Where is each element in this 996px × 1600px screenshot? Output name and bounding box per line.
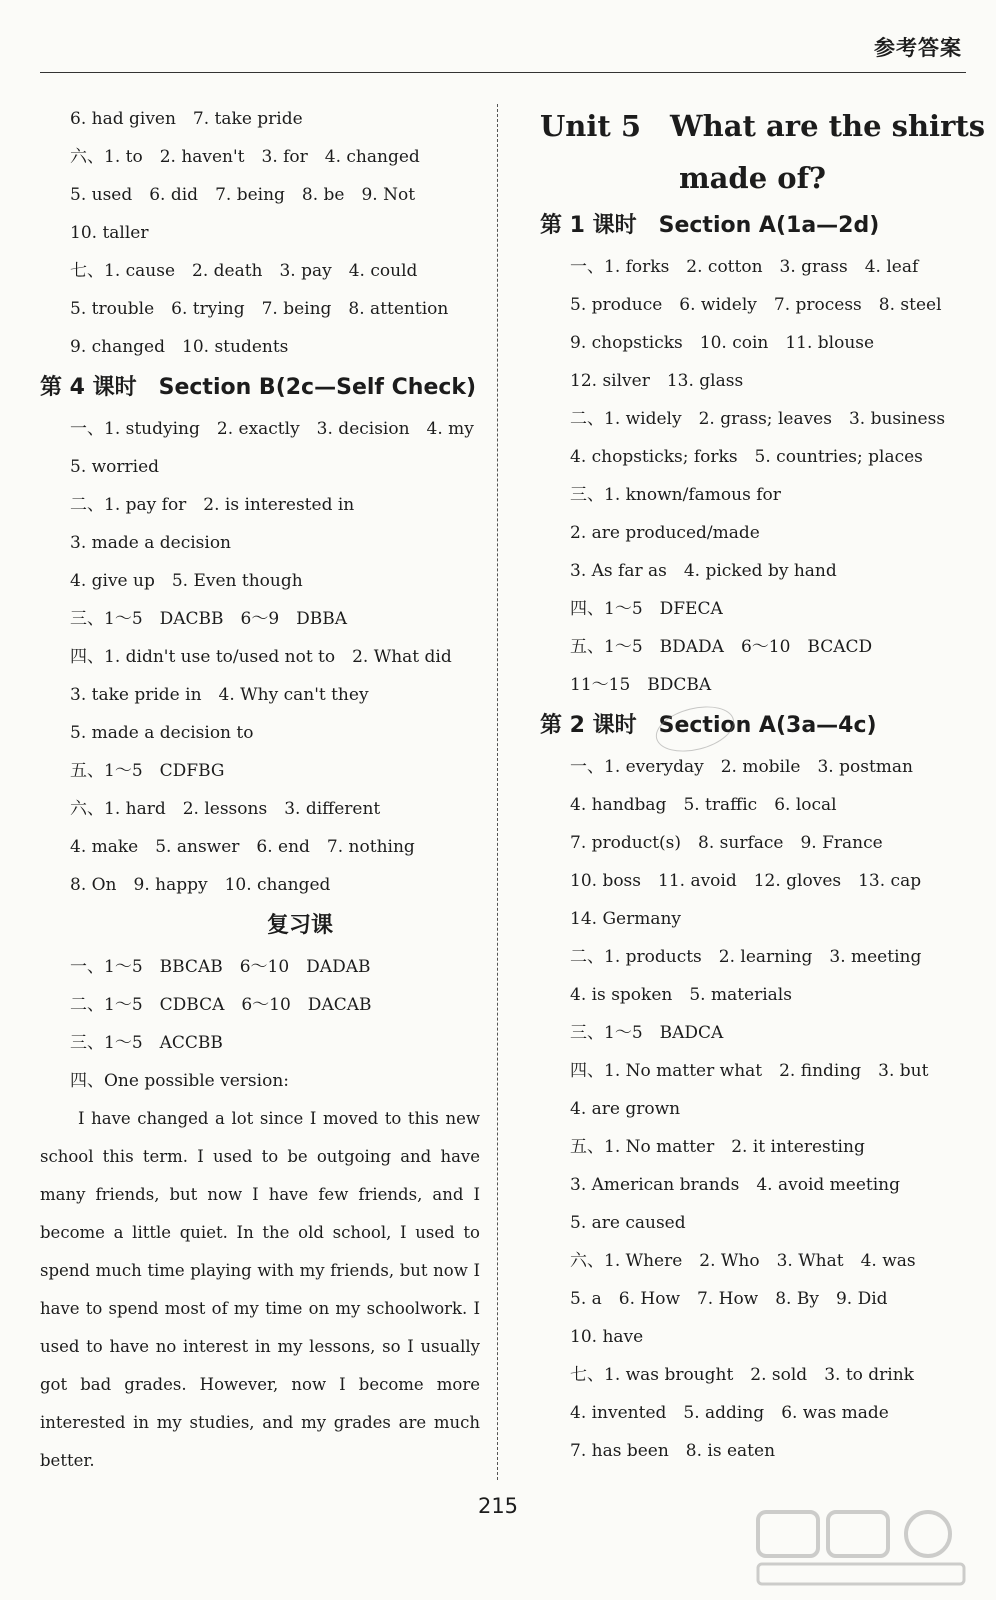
answer-line: 三、1. known/famous for bbox=[570, 485, 781, 505]
section-heading: 第 2 课时 Section A(3a—4c) bbox=[540, 713, 877, 738]
answer-line: 9. changed 10. students bbox=[70, 337, 289, 357]
answer-line: 六、1. hard 2. lessons 3. different bbox=[70, 799, 381, 819]
essay-paragraph: I have changed a lot since I moved to this new school this term. I used to be outgoing and have many friends, but now I have few friends, and I become a little quiet. In the old school, I used to spend much time playing with my friends, but now I have to spend most of my time on my schoolwork. I used to have no interest in my lessons, so I usually got bad grades. However, now I become more interested in my studies, and my grades are much better. bbox=[40, 1109, 480, 1470]
answer-line: 5. made a decision to bbox=[70, 723, 254, 743]
answer-line: 11～15 BDCBA bbox=[570, 675, 712, 695]
answer-line: 5. are caused bbox=[570, 1213, 686, 1233]
answer-line: 3. As far as 4. picked by hand bbox=[570, 561, 837, 581]
answer-line: 五、1～5 CDFBG bbox=[70, 761, 225, 781]
answer-line: 二、1. pay for 2. is interested in bbox=[70, 495, 355, 515]
answer-line: 5. trouble 6. trying 7. being 8. attention bbox=[70, 299, 449, 319]
right-column bbox=[540, 100, 986, 1470]
answer-line: 6. had given 7. take pride bbox=[70, 109, 303, 129]
answer-line: 二、1. widely 2. grass; leaves 3. business bbox=[570, 409, 946, 429]
answer-line: 四、One possible version: bbox=[70, 1071, 289, 1091]
answer-line: 10. boss 11. avoid 12. gloves 13. cap bbox=[570, 871, 922, 891]
page-number: 215 bbox=[477, 1494, 519, 1518]
answer-line: 5. a 6. How 7. How 8. By 9. Did bbox=[570, 1289, 888, 1309]
unit-subtitle: made of? bbox=[678, 161, 827, 195]
answer-line: 7. has been 8. is eaten bbox=[570, 1441, 776, 1461]
header-rule bbox=[40, 72, 966, 73]
answer-line: 8. On 9. happy 10. changed bbox=[70, 875, 331, 895]
answer-line: 4. make 5. answer 6. end 7. nothing bbox=[70, 837, 415, 857]
answer-line: 4. is spoken 5. materials bbox=[570, 985, 792, 1005]
answer-line: 七、1. cause 2. death 3. pay 4. could bbox=[70, 261, 418, 281]
answer-line: 14. Germany bbox=[570, 909, 682, 929]
review-heading: 复习课 bbox=[266, 913, 333, 938]
answer-line: 7. product(s) 8. surface 9. France bbox=[570, 833, 883, 853]
section-heading: 第 4 课时 Section B(2c—Self Check) bbox=[40, 375, 477, 400]
answer-line: 4. invented 5. adding 6. was made bbox=[570, 1403, 889, 1423]
header-label: 参考答案 bbox=[874, 36, 962, 60]
answer-line: 10. have bbox=[570, 1327, 644, 1347]
answer-line: 六、1. Where 2. Who 3. What 4. was bbox=[570, 1251, 916, 1271]
answer-line: 六、1. to 2. haven't 3. for 4. changed bbox=[70, 147, 420, 167]
answer-line: 四、1. didn't use to/used not to 2. What did bbox=[70, 647, 452, 667]
answer-line: 三、1～5 ACCBB bbox=[70, 1033, 223, 1053]
answer-line: 5. used 6. did 7. being 8. be 9. Not bbox=[70, 185, 416, 205]
answer-line: 10. taller bbox=[70, 223, 149, 243]
answer-line: 五、1. No matter 2. it interesting bbox=[570, 1137, 865, 1157]
answer-line: 七、1. was brought 2. sold 3. to drink bbox=[570, 1365, 914, 1385]
answer-line: 4. give up 5. Even though bbox=[70, 571, 303, 591]
answer-line: 一、1. studying 2. exactly 3. decision 4. my bbox=[70, 419, 474, 439]
answer-line: 5. worried bbox=[70, 457, 160, 477]
section-heading: 第 1 课时 Section A(1a—2d) bbox=[540, 213, 880, 238]
answer-line: 2. are produced/made bbox=[570, 523, 760, 543]
answer-line: 四、1～5 DFECA bbox=[570, 599, 723, 619]
answer-line: 一、1. everyday 2. mobile 3. postman bbox=[570, 757, 913, 777]
answer-line: 二、1～5 CDBCA 6～10 DACAB bbox=[70, 995, 372, 1015]
answer-line: 一、1～5 BBCAB 6～10 DADAB bbox=[70, 957, 371, 977]
answer-line: 12. silver 13. glass bbox=[570, 371, 744, 391]
answer-line: 4. are grown bbox=[570, 1099, 681, 1119]
answer-line: 4. chopsticks; forks 5. countries; places bbox=[570, 447, 923, 467]
answer-line: 3. American brands 4. avoid meeting bbox=[570, 1175, 901, 1195]
answer-line: 9. chopsticks 10. coin 11. blouse bbox=[570, 333, 875, 353]
answer-line: 一、1. forks 2. cotton 3. grass 4. leaf bbox=[570, 257, 919, 277]
answer-line: 二、1. products 2. learning 3. meeting bbox=[570, 947, 922, 967]
answer-line: 四、1. No matter what 2. finding 3. but bbox=[570, 1061, 929, 1081]
answer-line: 4. handbag 5. traffic 6. local bbox=[570, 795, 837, 815]
column-divider bbox=[497, 104, 498, 1480]
answer-line: 三、1～5 BADCA bbox=[570, 1023, 724, 1043]
answer-line: 3. take pride in 4. Why can't they bbox=[70, 685, 369, 705]
answer-line: 三、1～5 DACBB 6～9 DBBA bbox=[70, 609, 348, 629]
answer-line: 3. made a decision bbox=[70, 533, 232, 553]
answer-line: 5. produce 6. widely 7. process 8. steel bbox=[570, 295, 942, 315]
left-column bbox=[40, 100, 480, 1480]
watermark-logo-icon bbox=[752, 1506, 972, 1590]
unit-title: Unit 5 What are the shirts bbox=[540, 109, 986, 143]
answer-line: 五、1～5 BDADA 6～10 BCACD bbox=[570, 637, 873, 657]
